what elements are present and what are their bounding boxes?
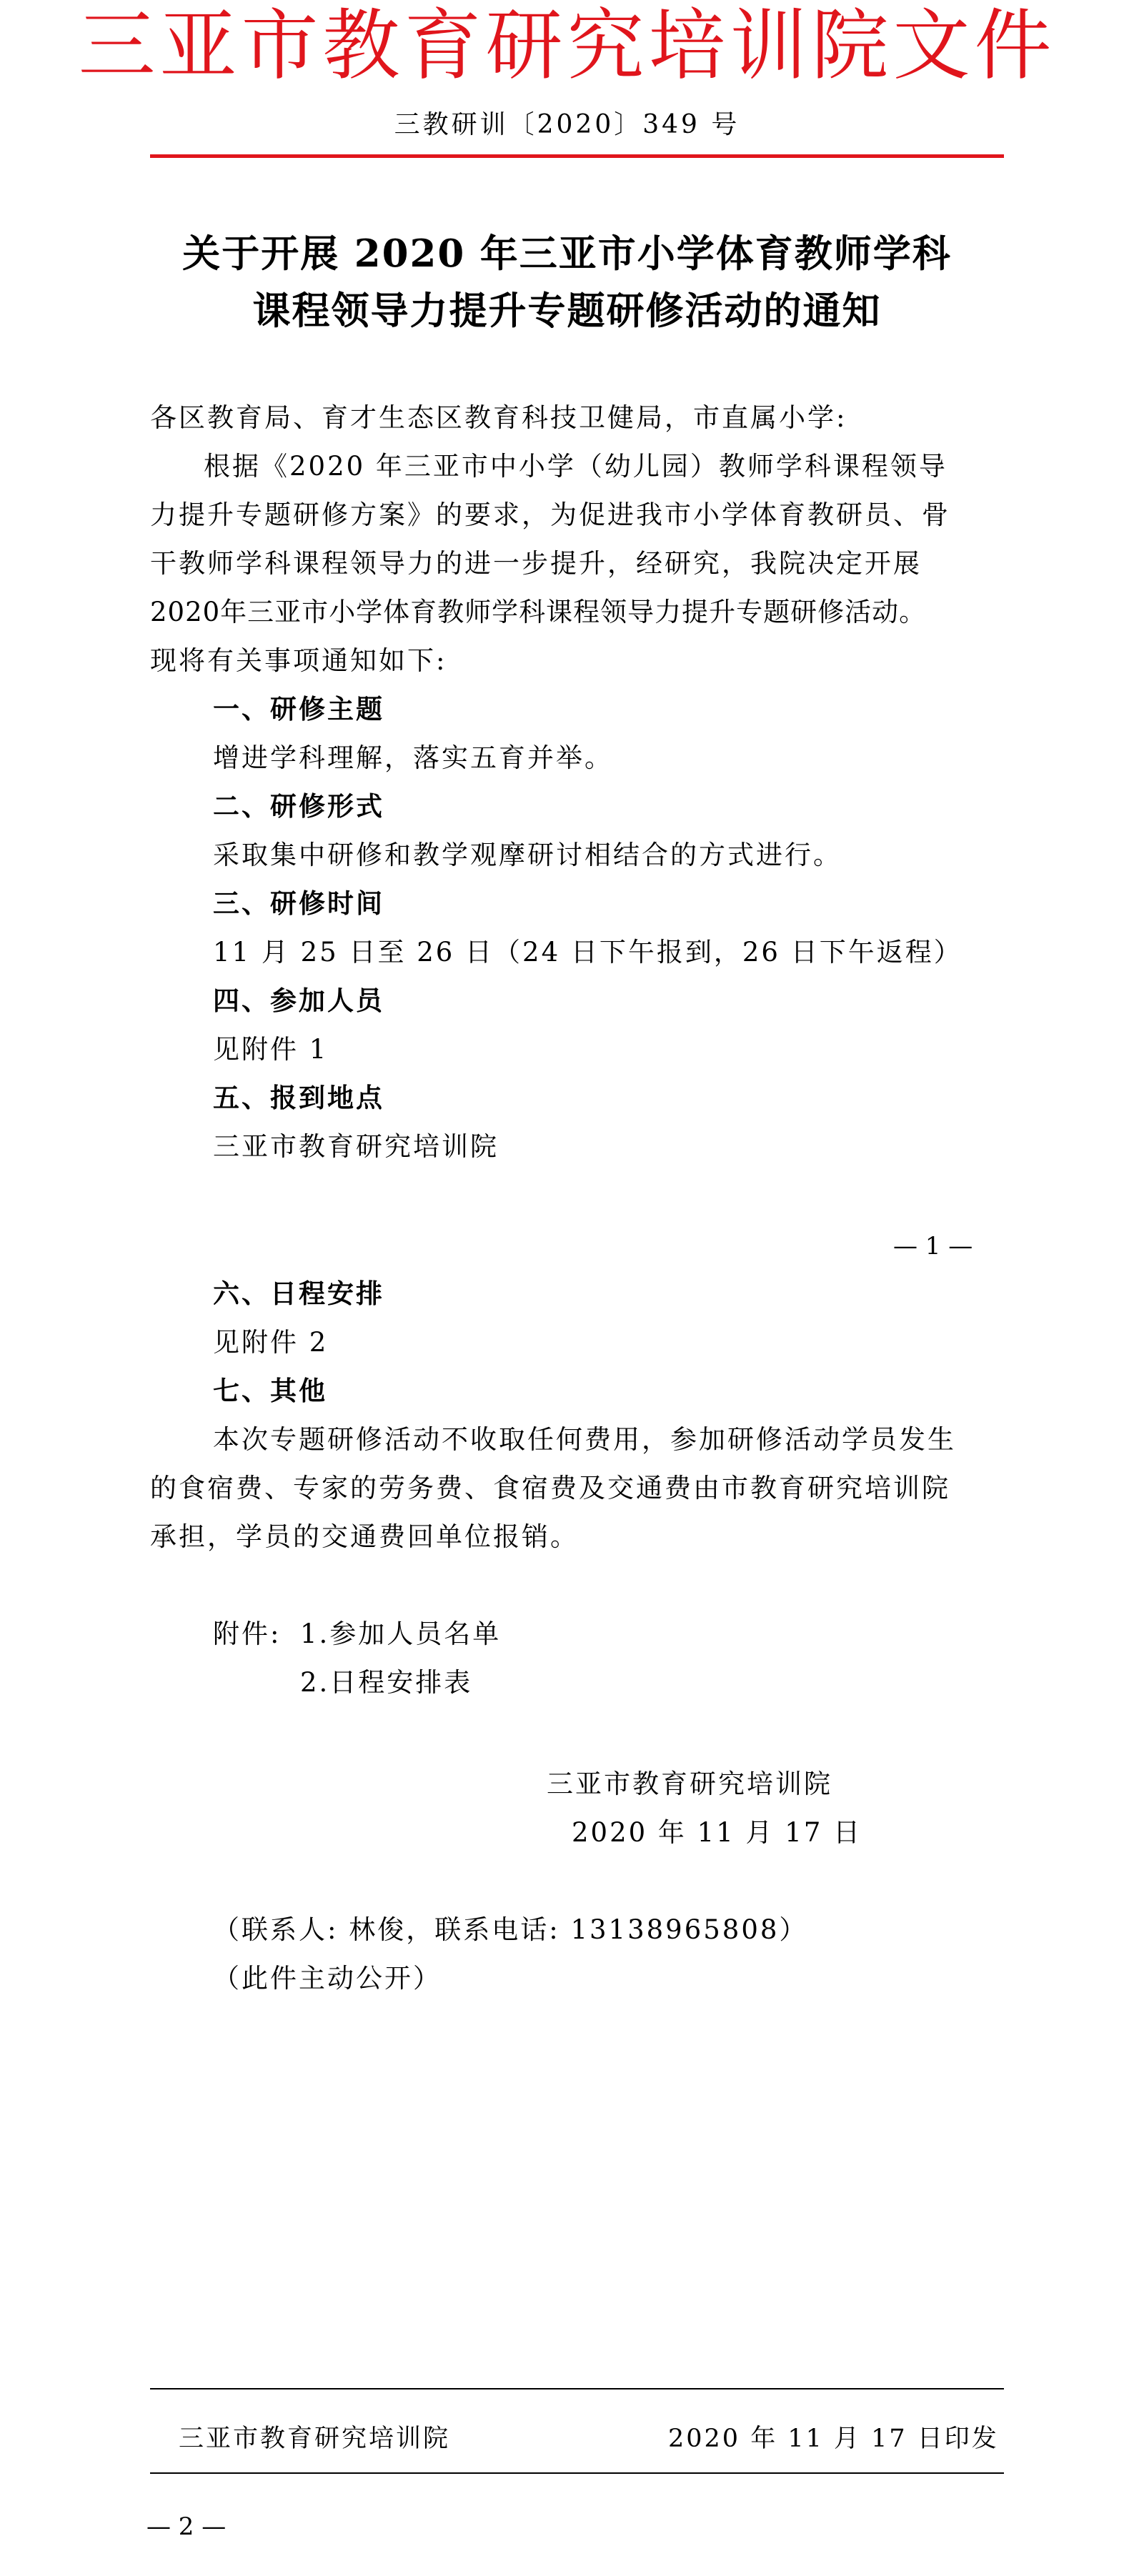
intro-line: 干教师学科课程领导力的进一步提升，经研究，我院决定开展: [150, 548, 922, 579]
section-heading-time: 三、研修时间: [213, 888, 384, 919]
section-heading-format: 二、研修形式: [213, 791, 384, 822]
page-number-1: — 1 —: [893, 1232, 973, 1260]
document-number: 三教研训〔2020〕349 号: [394, 110, 740, 139]
contact-info: （联系人: 林俊，联系电话: 13138965808）: [213, 1914, 808, 1945]
attachment-item: 1.参加人员名单: [300, 1618, 502, 1649]
page-number-2: — 2 —: [146, 2512, 227, 2541]
public-note: （此件主动公开）: [213, 1963, 442, 1994]
signature-date: 2020 年 11 月 17 日: [572, 1817, 862, 1848]
other-line: 的食宿费、专家的劳务费、食宿费及交通费由市教育研究培训院: [150, 1473, 950, 1503]
section-content-schedule: 见附件 2: [213, 1327, 329, 1358]
section-heading-participants: 四、参加人员: [213, 985, 384, 1016]
document-header-title: 三亚市教育研究培训院文件: [78, 1, 1056, 91]
other-line: 本次专题研修活动不收取任何费用，参加研修活动学员发生: [213, 1424, 956, 1455]
notice-title-line-1: 关于开展 2020 年三亚市小学体育教师学科: [182, 232, 952, 276]
section-content-theme: 增进学科理解，落实五育并举。: [213, 742, 613, 773]
section-heading-theme: 一、研修主题: [213, 694, 384, 725]
section-heading-other: 七、其他: [213, 1376, 327, 1406]
signature-org: 三亚市教育研究培训院: [547, 1769, 832, 1799]
footer-bottom-rule: [150, 2472, 1004, 2474]
red-separator-line: [150, 154, 1004, 158]
section-heading-location: 五、报到地点: [213, 1083, 384, 1113]
footer-print-date: 2020 年 11 月 17 日印发: [668, 2425, 999, 2453]
attachment-item: 2.日程安排表: [300, 1667, 473, 1698]
section-content-time: 11 月 25 日至 26 日（24 日下午报到，26 日下午返程）: [213, 937, 963, 968]
salutation: 各区教育局、育才生态区教育科技卫健局，市直属小学:: [150, 402, 847, 433]
footer-top-rule: [150, 2388, 1004, 2389]
attachments-label: 附件:: [213, 1618, 282, 1649]
section-content-location: 三亚市教育研究培训院: [213, 1131, 499, 1162]
section-content-participants: 见附件 1: [213, 1034, 329, 1065]
footer-issuer: 三亚市教育研究培训院: [179, 2425, 451, 2453]
other-line: 承担，学员的交通费回单位报销。: [150, 1521, 579, 1552]
intro-line: 2020年三亚市小学体育教师学科课程领导力提升专题研修活动。: [150, 597, 927, 627]
intro-line: 力提升专题研修方案》的要求，为促进我市小学体育教研员、骨: [150, 499, 950, 530]
intro-line: 现将有关事项通知如下:: [150, 645, 447, 676]
section-content-format: 采取集中研修和教学观摩研讨相结合的方式进行。: [213, 840, 842, 870]
section-heading-schedule: 六、日程安排: [213, 1278, 384, 1309]
intro-line: 根据《2020 年三亚市中小学（幼儿园）教师学科课程领导: [204, 451, 948, 482]
notice-title-line-2: 课程领导力提升专题研修活动的通知: [252, 289, 882, 333]
